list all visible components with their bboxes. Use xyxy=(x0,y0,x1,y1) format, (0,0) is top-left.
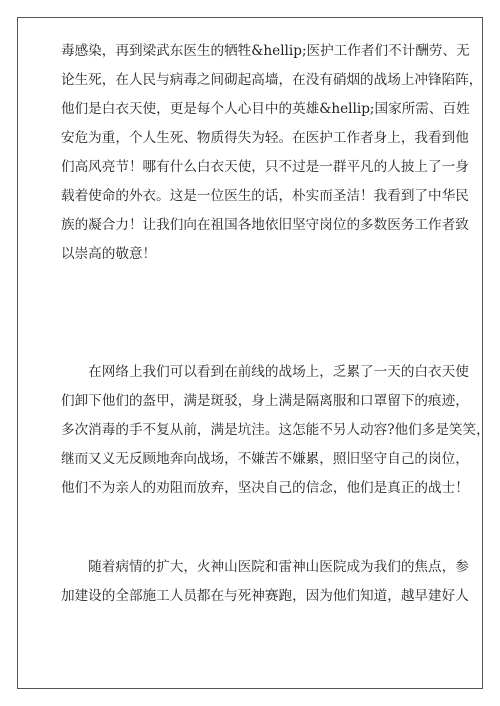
paragraph-3 xyxy=(61,553,469,611)
text-line: 继而又义无反顾地奔向战场，不嫌苦不嫌累，照旧坚守自己的岗位， xyxy=(61,451,469,467)
text-line: 以崇高的敬意！ xyxy=(61,246,157,262)
text-line: 在网络上我们可以看到在前线的战场上，乏累了一天的白衣天使 xyxy=(61,364,469,380)
paragraph-1 xyxy=(61,37,483,269)
text-line: 们卸下他们的盔甲，满是斑驳，身上满是隔离服和口罩留下的痕迹， xyxy=(61,393,469,409)
text-line: 随着病情的扩大，火神山医院和雷神山医院成为我们的焦点，参 xyxy=(61,559,469,575)
text-line: 毒感染，再到梁武东医生的牺牲&hellip;医护工作者们不计酬劳、无 xyxy=(61,43,470,59)
text-line: 论生死，在人民与病毒之间砌起高墙，在没有硝烟的战场上冲锋陷阵， xyxy=(61,72,483,88)
text-line: 加建设的全部施工人员都在与死神赛跑，因为他们知道，越早建好人 xyxy=(61,588,469,604)
text-line: 们高风亮节！哪有什么白衣天使，只不过是一群平凡的人披上了一身 xyxy=(61,159,469,175)
text-line: 多次消毒的手不复从前，满是坑洼。这怎能不另人动容?他们多是笑笑， xyxy=(61,422,490,438)
text-line: 载着使命的外衣。这是一位医生的话，朴实而圣洁！我看到了中华民 xyxy=(61,188,469,204)
text-line: 他们不为亲人的劝阻而放弃，坚决自己的信念，他们是真正的战士！ xyxy=(61,480,469,496)
text-line: 族的凝合力！让我们向在祖国各地依旧坚守岗位的多数医务工作者致 xyxy=(61,217,469,233)
text-line: 他们是白衣天使，更是每个人心目中的英雄&hellip;国家所需、百姓 xyxy=(61,101,470,117)
paragraph-2 xyxy=(61,358,490,503)
text-line: 安危为重，个人生死、物质得失为轻。在医护工作者身上，我看到他 xyxy=(61,130,469,146)
